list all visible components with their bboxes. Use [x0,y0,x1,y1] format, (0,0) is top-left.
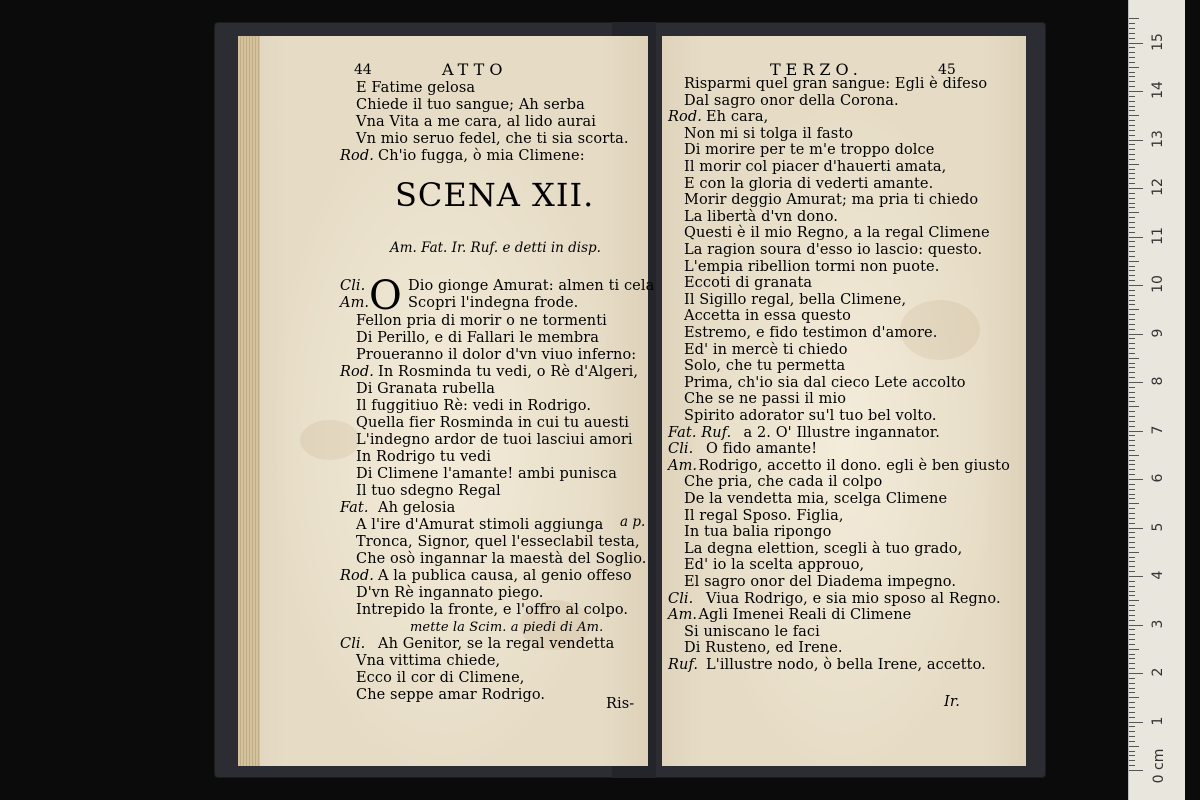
ruler-tick [1129,416,1135,417]
verse-line: Di Perillo, e di Fallari le membra [356,330,600,346]
ruler-tick [1129,445,1135,446]
ruler-tick [1129,479,1143,480]
measuring-ruler [1128,0,1185,800]
ruler-tick [1129,237,1143,238]
ruler-tick [1129,149,1135,150]
ruler-unit-label: 0 cm [1151,748,1167,784]
ruler-tick [1129,348,1135,349]
ruler-tick [1129,421,1135,422]
ruler-tick [1129,140,1143,141]
verse-line: In tua balia ripongo [684,524,832,541]
ruler-tick [1129,188,1143,189]
verse-line: La libertà d'vn dono. [684,208,838,225]
speaker-label: Cli. [340,278,366,294]
ruler-number: 1 [1150,716,1166,725]
verse-line: Prima, ch'io sia dal cieco Lete accolto [684,374,966,391]
ruler-tick [1129,256,1135,257]
ruler-tick [1129,324,1135,325]
verse-line: Che seppe amar Rodrigo. [356,687,546,703]
verse-line: O fido amante! [706,441,818,458]
ruler-tick [1129,106,1135,107]
ruler-tick [1129,595,1135,596]
ruler-tick [1129,581,1135,582]
verse-line: Ed' in mercè ti chiedo [684,341,848,358]
ruler-tick [1129,440,1135,441]
verse-line: Il morir col piacer d'hauerti amata, [684,159,947,175]
verse-line: La degna elettion, scegli à tuo grado, [684,540,963,557]
ruler-tick [1129,678,1135,679]
ruler-tick [1129,241,1135,242]
speaker-label: Am. [340,295,370,311]
verse-line: Questi è il mio Regno, a la regal Climene [684,225,990,242]
ruler-tick [1129,760,1135,761]
ruler-tick [1129,372,1135,373]
ruler-tick [1129,489,1135,490]
ruler-tick [1129,605,1135,606]
ruler-tick [1129,426,1135,427]
ruler-tick [1129,508,1135,509]
verse-line: Vna Vita a me cara, al lido aurai [356,114,597,130]
ruler-tick [1129,561,1135,562]
ruler-tick [1129,542,1135,543]
ruler-tick [1129,67,1139,68]
verse-line: Ecco il cor di Climene, [356,670,525,686]
ruler-tick [1129,120,1135,121]
ruler-tick [1129,144,1135,145]
speaker-label: Rod. [668,109,702,126]
ruler-tick [1129,285,1143,286]
ruler-tick [1129,217,1135,218]
ruler-tick [1129,765,1135,766]
ruler-tick [1129,18,1139,19]
verse-line: L'empia ribellion tormi non puote. [684,258,940,275]
verse-line: Vn mio seruo fedel, che ti sia scorta. [356,131,629,147]
ruler-number: 9 [1150,328,1166,337]
ruler-tick [1129,600,1139,601]
ruler-number: 12 [1150,178,1166,196]
ruler-tick [1129,712,1135,713]
ruler-tick [1129,91,1143,92]
ruler-tick [1129,47,1135,48]
ruler-tick [1129,207,1135,208]
ruler-tick [1129,668,1135,669]
ruler-tick [1129,615,1135,616]
ruler-tick [1129,537,1135,538]
ruler-number: 8 [1150,376,1166,386]
ruler-tick [1129,343,1135,344]
ruler-tick [1129,625,1143,626]
ruler-number: 4 [1150,570,1166,580]
ruler-tick [1129,96,1135,97]
verse-line: L'indegno ardor de tuoi lasciui amori [356,432,633,448]
ruler-number: 11 [1150,226,1166,245]
ruler-tick [1129,610,1135,611]
ruler-tick [1129,23,1135,24]
ruler-tick [1129,193,1135,194]
speaker-label: Rod. [340,148,374,164]
scene-cast: Am. Fat. Ir. Ruf. e detti in disp. [390,240,601,256]
ruler-tick [1129,654,1135,655]
ruler-tick [1129,528,1143,529]
verse-line: Morir deggio Amurat; ma pria ti chiedo [684,192,979,209]
speaker-label: Rod. [340,568,374,584]
verse-line: Intrepido la fronte, e l'offro al colpo. [356,602,629,618]
verse-line: E con la gloria di vederti amante. [684,175,934,192]
ruler-tick [1129,115,1139,116]
ruler-tick [1129,644,1135,645]
verse-line: Chiede il tuo sangue; Ah serba [356,97,585,113]
ruler-tick [1129,81,1135,82]
speaker-label: Am. [668,457,698,474]
ruler-tick [1129,620,1135,621]
ruler-tick [1129,751,1135,752]
verse-line: Di Climene l'amante! ambi punisca [356,466,617,482]
page-number-left: 44 [354,62,372,78]
verse-line: Il tuo sdegno Regal [356,483,501,499]
ruler-tick [1129,266,1135,267]
ruler-tick [1129,571,1135,572]
verse-line: Il fuggitiuo Rè: vedi in Rodrigo. [356,398,592,414]
ruler-tick [1129,586,1135,587]
ruler-tick [1129,722,1143,723]
ruler-tick [1129,125,1135,126]
ruler-tick [1129,741,1135,742]
ruler-number: 14 [1150,81,1166,99]
catchword-left: Ris- [606,696,635,712]
verse-line: Accetta in essa questo [684,308,851,325]
verse-line: Ch'io fugga, ò mia Climene: [378,148,585,164]
ruler-tick [1129,290,1135,291]
ruler-number: 13 [1150,129,1166,148]
speaker-label: Cli. [340,636,366,652]
verse-line: Ah Genitor, se la regal vendetta [378,636,615,652]
ruler-tick [1129,309,1139,310]
ruler-tick [1129,232,1135,233]
ruler-tick [1129,683,1135,684]
ruler-tick [1129,629,1135,630]
ruler-tick [1129,57,1135,58]
ruler-tick [1129,169,1135,170]
ruler-number: 2 [1150,667,1166,677]
verse-line: A l'ire d'Amurat stimoli aggiunga [356,517,604,533]
ruler-tick [1129,649,1139,650]
ruler-tick [1129,392,1135,393]
speaker-label: Rod. [340,364,374,380]
ruler-tick [1129,183,1135,184]
ruler-tick [1129,212,1139,213]
ruler-tick [1129,203,1135,204]
verse-line: Eh cara, [706,109,769,126]
foxing-stain [300,420,360,460]
verse-line: Fellon pria di morir o ne tormenti [356,313,607,329]
ruler-tick [1129,576,1143,577]
verse-line: Spirito adorator su'l tuo bel volto. [684,408,937,424]
ruler-tick [1129,688,1135,689]
ruler-tick [1129,270,1135,271]
ruler-tick [1129,464,1135,465]
verse-line: Estremo, e fido testimon d'amore. [684,325,938,341]
margin-note: a p. [620,514,646,530]
ruler-tick [1129,435,1135,436]
ruler-tick [1129,164,1139,165]
ruler-tick [1129,401,1135,402]
verse-line: A la publica causa, al genio offeso [378,568,632,584]
ruler-tick [1129,52,1135,53]
ruler-tick [1129,43,1143,44]
verse-line: De la vendetta mia, scelga Climene [684,491,948,507]
ruler-tick [1129,658,1135,659]
ruler-tick [1129,173,1135,174]
ruler-tick [1129,547,1135,548]
verse-line: Dal sagro onor della Corona. [684,92,899,109]
ruler-tick [1129,503,1139,504]
speaker-label: Cli. [668,441,694,458]
ruler-tick [1129,319,1135,320]
ruler-tick [1129,382,1143,383]
ruler-tick [1129,755,1135,756]
speaker-label: Am. [668,607,698,624]
verse-line: L'illustre nodo, ò bella Irene, accetto. [706,657,986,673]
verse-line: E Fatime gelosa [356,80,476,96]
verse-line: Eccoti di granata [684,275,813,292]
ruler-tick [1129,222,1135,223]
ruler-tick [1129,314,1135,315]
ruler-tick [1129,329,1135,330]
verse-line: Il Sigillo regal, bella Climene, [684,291,907,308]
running-head-right: TERZO. [770,60,863,79]
speaker-label: Fat. [340,500,369,516]
ruler-number: 5 [1150,522,1166,531]
verse-line: Che se ne passi il mio [684,391,847,408]
ruler-tick [1129,731,1135,732]
ruler-tick [1129,295,1135,296]
ruler-tick [1129,518,1135,519]
ruler-tick [1129,663,1135,664]
verse-line: mette la Scim. a piedi di Am. [410,620,604,635]
verse-line: Non mi si tolga il fasto [684,125,854,142]
ruler-number: 15 [1150,32,1166,51]
ruler-number: 10 [1150,275,1166,293]
ruler-tick [1129,300,1135,301]
ruler-tick [1129,557,1135,558]
verse-line: Proueranno il dolor d'vn viuo inferno: [356,347,637,363]
ruler-tick [1129,692,1135,693]
verse-line: La ragion soura d'esso io lascio: questo. [684,242,983,258]
ruler-tick [1129,673,1143,674]
ruler-tick [1129,484,1135,485]
ruler-tick [1129,353,1135,354]
ruler-tick [1129,726,1135,727]
ruler-tick [1129,552,1139,553]
catchword-right: Ir. [944,694,960,710]
ruler-tick [1129,702,1135,703]
ruler-tick [1129,367,1135,368]
ruler-tick [1129,532,1135,533]
ruler-tick [1129,130,1135,131]
verse-line: Viua Rodrigo, e sia mio sposo al Regno. [706,590,1001,607]
ruler-tick [1129,591,1135,592]
ruler-tick [1129,110,1135,111]
ruler-tick [1129,460,1135,461]
verse-line: Vna vittima chiede, [356,653,501,669]
verse-line: Rodrigo, accetto il dono. egli è ben giusto [698,457,1010,474]
verse-line: Ed' io la scelta approuo, [684,557,865,574]
verse-line: Ah gelosia [378,500,456,516]
verse-line: D'vn Rè ingannato piego. [356,585,544,601]
ruler-number: 6 [1150,473,1166,483]
verse-line: Quella fier Rosminda in cui tu auesti [356,415,630,431]
ruler-tick [1129,411,1135,412]
verse-line: In Rosminda tu vedi, o Rè d'Algeri, [378,364,639,380]
verse-line: Si uniscano le faci [684,623,820,640]
ruler-tick [1129,135,1135,136]
ruler-tick [1129,697,1139,698]
ruler-tick [1129,72,1135,73]
ruler-tick [1129,639,1135,640]
ruler-tick [1129,338,1135,339]
ruler-tick [1129,736,1135,737]
ruler-tick [1129,28,1135,29]
ruler-tick [1129,469,1135,470]
ruler-tick [1129,358,1139,359]
verse-line: Di morire per te m'e troppo dolce [684,142,935,159]
ruler-tick [1129,450,1135,451]
ruler-tick [1129,498,1135,499]
ruler-tick [1129,746,1139,747]
ruler-tick [1129,280,1135,281]
ruler-tick [1129,494,1135,495]
ruler-tick [1129,159,1135,160]
ruler-number: 3 [1150,619,1166,628]
ruler-tick [1129,397,1135,398]
ruler-tick [1129,634,1135,635]
ruler-tick [1129,566,1135,567]
ruler-tick [1129,261,1139,262]
verse-line: Il regal Sposo. Figlia, [684,507,844,524]
verse-line: Dio gionge Amurat: almen ti cela [408,278,655,294]
drop-cap: O [369,273,402,319]
ruler-tick [1129,387,1135,388]
ruler-tick [1129,246,1135,247]
speaker-label: Cli. [668,590,694,607]
page-edges [238,36,260,766]
ruler-tick [1129,707,1135,708]
verse-line: Risparmi quel gran sangue: Egli è difeso [684,76,988,92]
verse-line: Di Granata rubella [356,381,495,397]
verse-line: El sagro onor del Diadema impegno. [684,574,957,590]
ruler-tick [1129,523,1135,524]
speaker-label: Fat. Ruf. [668,424,732,441]
ruler-tick [1129,62,1135,63]
verse-line: Tronca, Signor, quel l'esseclabil testa, [356,534,640,550]
running-head-left: ATTO [442,60,508,79]
ruler-tick [1129,198,1135,199]
scene-title: SCENA XII. [395,176,595,214]
ruler-tick [1129,474,1135,475]
ruler-tick [1129,334,1143,335]
ruler-tick [1129,406,1139,407]
ruler-tick [1129,251,1135,252]
ruler-tick [1129,377,1135,378]
verse-line: Che pria, che cada il colpo [684,474,883,491]
ruler-tick [1129,154,1135,155]
ruler-tick [1129,275,1135,276]
verse-line: In Rodrigo tu vedi [356,449,492,465]
ruler-tick [1129,33,1135,34]
ruler-tick [1129,76,1135,77]
verse-line: Solo, che tu permetta [684,358,846,375]
verse-line: a 2. O' Illustre ingannator. [743,424,940,441]
ruler-tick [1129,431,1143,432]
ruler-tick [1129,86,1135,87]
ruler-tick [1129,178,1135,179]
ruler-tick [1129,770,1143,771]
ruler-tick [1129,227,1135,228]
ruler-tick [1129,38,1135,39]
ruler-tick [1129,513,1135,514]
page-number-right: 45 [938,62,956,78]
ruler-tick [1129,101,1135,102]
verse-line: Agli Imenei Reali di Climene [698,607,912,624]
ruler-tick [1129,304,1135,305]
ruler-number: 7 [1150,425,1166,434]
ruler-tick [1129,363,1135,364]
verse-line: Scopri l'indegna frode. [408,295,579,311]
ruler-tick [1129,717,1135,718]
verse-line: Di Rusteno, ed Irene. [684,640,843,657]
speaker-label: Ruf. [668,657,699,673]
verse-line: Che osò ingannar la maestà del Soglio. [356,551,647,567]
ruler-tick [1129,455,1139,456]
